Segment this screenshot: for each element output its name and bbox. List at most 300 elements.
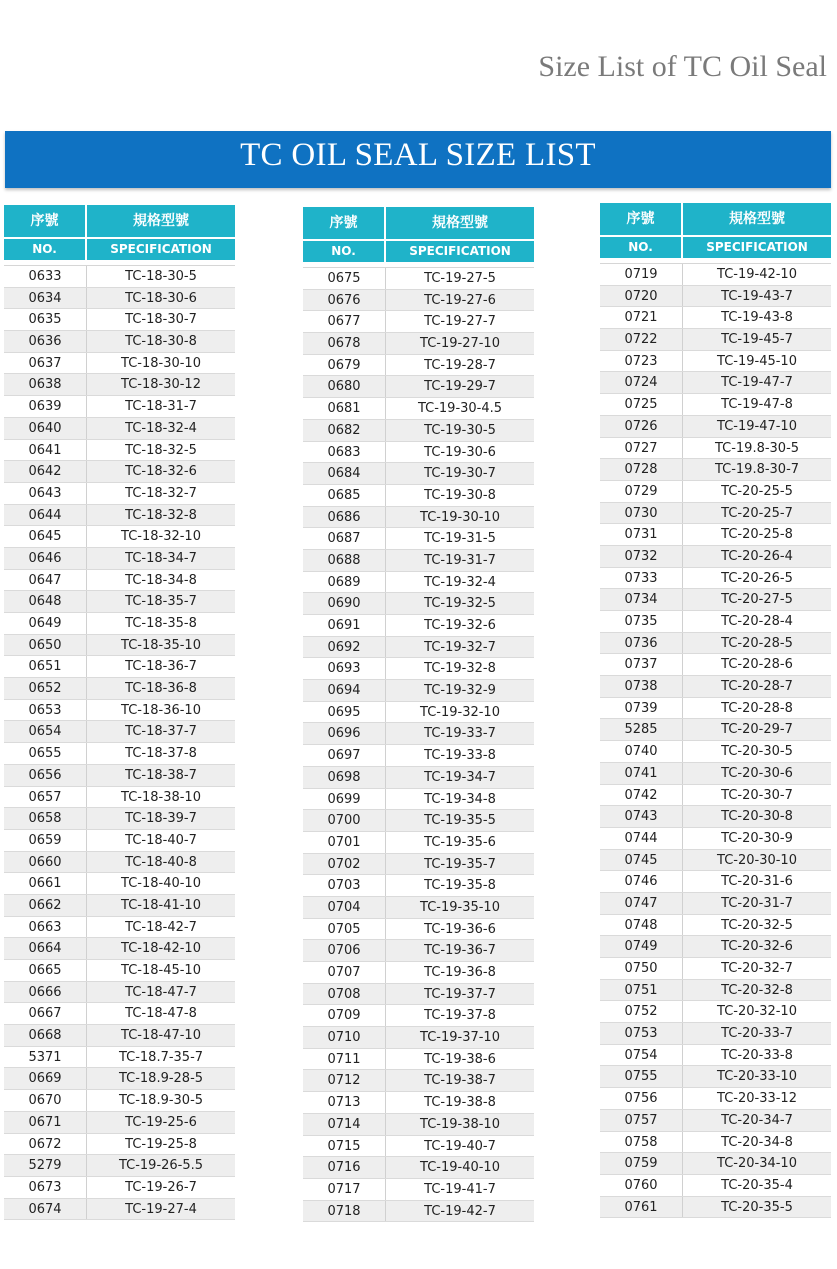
table-header-en	[600, 237, 831, 258]
seal-number: 0692	[303, 637, 386, 658]
seal-specification: TC-18-38-7	[125, 767, 197, 783]
table-row	[303, 442, 534, 464]
seal-specification: TC-19-29-7	[424, 379, 496, 395]
table-row	[4, 483, 235, 505]
seal-specification: TC-20-33-8	[721, 1047, 793, 1063]
seal-specification: TC-20-28-7	[721, 679, 793, 695]
table-row	[4, 982, 235, 1004]
seal-specification: TC-18-32-6	[125, 464, 197, 480]
seal-specification: TC-20-32-5	[721, 917, 793, 933]
seal-specification: TC-19-38-6	[424, 1051, 496, 1067]
table-row	[303, 572, 534, 594]
seal-number: 0736	[600, 633, 683, 654]
table-row	[600, 459, 831, 481]
seal-number: 0664	[4, 938, 87, 959]
seal-number: 0721	[600, 307, 683, 328]
seal-specification: TC-18-30-5	[125, 269, 197, 284]
seal-number: 0659	[4, 830, 87, 851]
table-header-en	[4, 239, 235, 260]
table-row	[600, 1045, 831, 1067]
seal-number: 0683	[303, 442, 386, 463]
seal-number: 0729	[600, 481, 683, 502]
table-row	[4, 1112, 235, 1134]
seal-number: 0669	[4, 1068, 87, 1089]
seal-number: 0712	[303, 1070, 386, 1091]
table-row	[303, 680, 534, 702]
seal-specification: TC-19-30-7	[424, 466, 496, 482]
seal-number: 0685	[303, 485, 386, 506]
table-row	[4, 1155, 235, 1177]
table-row	[4, 613, 235, 635]
seal-number: 0665	[4, 960, 87, 981]
seal-specification: TC-20-30-6	[721, 765, 793, 781]
seal-number: 0671	[4, 1112, 87, 1133]
spec-header-zh: 規格型號	[432, 215, 488, 231]
seal-number: 0751	[600, 980, 683, 1001]
table-row	[4, 440, 235, 462]
seal-specification: TC-20-28-5	[721, 635, 793, 651]
seal-number: 0723	[600, 351, 683, 372]
seal-number: 0680	[303, 376, 386, 397]
seal-number: 0647	[4, 570, 87, 591]
seal-specification: TC-20-31-7	[721, 895, 793, 911]
seal-number: 0747	[600, 893, 683, 914]
table-row	[600, 264, 831, 286]
seal-number: 0701	[303, 832, 386, 853]
no-header-en: NO.	[4, 239, 87, 260]
seal-specification: TC-19-45-7	[721, 332, 793, 348]
table-row	[4, 960, 235, 982]
seal-specification: TC-19-40-7	[424, 1138, 496, 1154]
seal-specification: TC-20-32-10	[717, 1004, 797, 1020]
size-table-1	[4, 205, 235, 1220]
seal-specification: TC-19-34-8	[424, 791, 496, 807]
seal-number: 0754	[600, 1045, 683, 1066]
seal-number: 0725	[600, 394, 683, 415]
seal-number: 0726	[600, 416, 683, 437]
table-row	[4, 309, 235, 331]
table-row	[303, 702, 534, 724]
seal-specification: TC-19-35-10	[420, 899, 500, 915]
seal-specification: TC-18-41-10	[121, 897, 201, 913]
seal-specification: TC-20-30-9	[721, 830, 793, 846]
seal-specification: TC-19-47-8	[721, 397, 793, 413]
banner-title: TC OIL SEAL SIZE LIST	[240, 137, 596, 173]
seal-specification: TC-19-32-10	[420, 704, 500, 720]
seal-specification: TC-19-30-6	[424, 444, 496, 460]
seal-specification: TC-19-33-8	[424, 748, 496, 764]
seal-specification: TC-19-41-7	[424, 1181, 496, 1197]
seal-specification: TC-19-32-6	[424, 618, 496, 633]
seal-specification: TC-19-45-10	[717, 353, 797, 369]
seal-number: 0740	[600, 741, 683, 762]
seal-specification: TC-20-26-5	[721, 570, 793, 586]
seal-number: 0649	[4, 613, 87, 634]
seal-specification: TC-19-38-8	[424, 1095, 496, 1111]
seal-specification: TC-19-32-8	[424, 661, 496, 677]
seal-number: 0641	[4, 440, 87, 461]
seal-number: 0694	[303, 680, 386, 701]
seal-number: 0720	[600, 286, 683, 307]
seal-number: 0700	[303, 810, 386, 831]
table-row	[303, 398, 534, 420]
seal-specification: TC-19-37-7	[424, 986, 496, 1002]
table-row	[4, 461, 235, 483]
table-row	[600, 958, 831, 980]
seal-number: 0752	[600, 1001, 683, 1022]
table-row	[600, 1110, 831, 1132]
size-table-2	[303, 207, 534, 1222]
seal-specification: TC-18-40-8	[125, 854, 197, 870]
table-row	[600, 1088, 831, 1110]
table-row	[600, 1066, 831, 1088]
seal-number: 0668	[4, 1025, 87, 1046]
seal-specification: TC-19-32-4	[424, 574, 496, 590]
seal-specification: TC-18.9-28-5	[118, 1071, 204, 1087]
table-row	[303, 810, 534, 832]
seal-specification: TC-18-30-10	[121, 355, 201, 371]
seal-specification: TC-20-25-8	[721, 527, 793, 543]
seal-number: 0708	[303, 984, 386, 1005]
table-row	[600, 481, 831, 503]
seal-specification: TC-20-33-12	[717, 1091, 797, 1107]
table-row	[303, 420, 534, 442]
seal-number: 0707	[303, 962, 386, 983]
table-row	[600, 416, 831, 438]
seal-number: 0690	[303, 593, 386, 614]
seal-number: 0672	[4, 1134, 87, 1155]
seal-specification: TC-19-38-10	[420, 1116, 500, 1132]
table-row	[600, 438, 831, 460]
table-row	[303, 355, 534, 377]
table-row	[600, 893, 831, 915]
seal-specification: TC-20-35-5	[721, 1199, 793, 1215]
seal-specification: TC-20-30-7	[721, 787, 793, 803]
seal-number: 0758	[600, 1132, 683, 1153]
table-row	[303, 723, 534, 745]
title-banner	[5, 131, 831, 188]
seal-number: 0703	[303, 875, 386, 896]
seal-specification: TC-18-31-7	[125, 399, 197, 415]
table-row	[4, 548, 235, 570]
table-row	[600, 719, 831, 741]
seal-specification: TC-20-27-5	[721, 592, 793, 608]
table-row	[303, 1179, 534, 1201]
seal-specification: TC-18-34-8	[125, 572, 197, 588]
spec-header-en: SPECIFICATION	[110, 242, 212, 256]
seal-specification: TC-19-34-7	[424, 769, 496, 785]
seal-number: 0684	[303, 463, 386, 484]
table-row	[303, 962, 534, 984]
seal-number: 0734	[600, 589, 683, 610]
seal-specification: TC-18-30-12	[121, 377, 201, 393]
table-row	[303, 485, 534, 507]
seal-number: 0636	[4, 331, 87, 352]
no-header-zh: 序號	[600, 203, 683, 235]
table-row	[303, 290, 534, 312]
seal-specification: TC-19-27-7	[424, 314, 496, 330]
table-row	[303, 376, 534, 398]
seal-number: 0662	[4, 895, 87, 916]
seal-specification: TC-20-32-8	[721, 982, 793, 998]
seal-number: 0677	[303, 311, 386, 332]
seal-number: 0749	[600, 936, 683, 957]
table-row	[303, 1157, 534, 1179]
seal-specification: TC-20-31-6	[721, 874, 793, 890]
seal-specification: TC-19-36-6	[424, 921, 496, 937]
table-row	[303, 789, 534, 811]
seal-number: 0667	[4, 1003, 87, 1024]
seal-number: 0714	[303, 1114, 386, 1135]
table-row	[600, 1001, 831, 1023]
table-row	[600, 1132, 831, 1154]
table-row	[303, 463, 534, 485]
seal-specification: TC-18-37-7	[125, 724, 197, 740]
seal-number: 0639	[4, 396, 87, 417]
seal-specification: TC-19-42-10	[717, 267, 797, 282]
table-row	[4, 1090, 235, 1112]
table-row	[4, 526, 235, 548]
seal-number: 0674	[4, 1199, 87, 1220]
table-row	[4, 591, 235, 613]
seal-number: 0666	[4, 982, 87, 1003]
table-row	[600, 329, 831, 351]
no-header-zh: 序號	[4, 205, 87, 237]
table-row	[303, 268, 534, 290]
seal-number: 0643	[4, 483, 87, 504]
seal-specification: TC-19-28-7	[424, 357, 496, 373]
seal-number: 5285	[600, 719, 683, 740]
seal-specification: TC-20-34-7	[721, 1112, 793, 1128]
table-body	[600, 263, 831, 1218]
table-row	[4, 266, 235, 288]
seal-number: 0638	[4, 374, 87, 395]
seal-number: 0686	[303, 507, 386, 528]
seal-number: 0654	[4, 721, 87, 742]
table-row	[600, 633, 831, 655]
table-row	[4, 418, 235, 440]
table-row	[4, 1025, 235, 1047]
seal-specification: TC-19-38-7	[424, 1073, 496, 1089]
table-row	[303, 919, 534, 941]
table-header-zh	[4, 205, 235, 237]
table-body	[303, 267, 534, 1222]
seal-number: 0670	[4, 1090, 87, 1111]
no-header-en: NO.	[600, 237, 683, 258]
seal-specification: TC-20-30-5	[721, 744, 793, 760]
table-row	[600, 372, 831, 394]
seal-specification: TC-18-35-10	[121, 637, 201, 653]
seal-specification: TC-18-30-6	[125, 290, 197, 306]
seal-number: 0679	[303, 355, 386, 376]
seal-specification: TC-19-27-10	[420, 336, 500, 352]
seal-number: 0731	[600, 524, 683, 545]
table-header-zh	[600, 203, 831, 235]
seal-specification: TC-20-33-10	[717, 1069, 797, 1085]
table-row	[4, 808, 235, 830]
seal-specification: TC-19-31-7	[424, 552, 496, 568]
seal-number: 0756	[600, 1088, 683, 1109]
no-header-zh: 序號	[303, 207, 386, 239]
seal-number: 0702	[303, 854, 386, 875]
table-row	[4, 830, 235, 852]
seal-specification: TC-19-43-7	[721, 288, 793, 304]
seal-number: 0687	[303, 528, 386, 549]
seal-number: 0681	[303, 398, 386, 419]
spec-header-zh: 規格型號	[133, 213, 189, 229]
seal-number: 0717	[303, 1179, 386, 1200]
seal-specification: TC-18-47-8	[125, 1006, 197, 1022]
table-row	[303, 311, 534, 333]
table-row	[4, 1199, 235, 1221]
seal-specification: TC-18-35-8	[125, 616, 197, 631]
seal-specification: TC-19-35-8	[424, 878, 496, 894]
seal-specification: TC-20-28-4	[721, 614, 793, 629]
seal-specification: TC-19-27-6	[424, 292, 496, 308]
table-row	[600, 698, 831, 720]
seal-specification: TC-19-27-5	[424, 271, 496, 286]
seal-number: 0648	[4, 591, 87, 612]
seal-number: 0759	[600, 1153, 683, 1174]
seal-specification: TC-19-27-4	[125, 1201, 197, 1217]
table-row	[4, 721, 235, 743]
seal-number: 0682	[303, 420, 386, 441]
seal-number: 0688	[303, 550, 386, 571]
table-row	[303, 1005, 534, 1027]
size-table-3	[600, 203, 831, 1218]
seal-specification: TC-18-32-7	[125, 485, 197, 501]
table-row	[4, 765, 235, 787]
seal-specification: TC-19.8-30-5	[714, 440, 800, 456]
seal-number: 0710	[303, 1027, 386, 1048]
seal-number: 0737	[600, 654, 683, 675]
seal-specification: TC-20-25-7	[721, 505, 793, 521]
table-row	[303, 1027, 534, 1049]
table-row	[303, 1136, 534, 1158]
seal-specification: TC-19-30-5	[424, 422, 496, 438]
seal-number: 0693	[303, 658, 386, 679]
seal-specification: TC-18-32-8	[125, 507, 197, 523]
seal-number: 0699	[303, 789, 386, 810]
seal-specification: TC-20-28-6	[721, 657, 793, 673]
seal-specification: TC-18-47-10	[121, 1028, 201, 1044]
seal-number: 0713	[303, 1092, 386, 1113]
seal-number: 0727	[600, 438, 683, 459]
seal-number: 5279	[4, 1155, 87, 1176]
table-row	[600, 351, 831, 373]
table-row	[600, 676, 831, 698]
seal-number: 0716	[303, 1157, 386, 1178]
table-row	[4, 374, 235, 396]
table-row	[4, 700, 235, 722]
table-row	[4, 353, 235, 375]
seal-specification: TC-19-37-8	[424, 1008, 496, 1024]
table-row	[4, 1047, 235, 1069]
seal-number: 0678	[303, 333, 386, 354]
seal-number: 0656	[4, 765, 87, 786]
seal-number: 0705	[303, 919, 386, 940]
table-row	[4, 678, 235, 700]
seal-specification: TC-18-30-7	[125, 312, 197, 328]
seal-specification: TC-19-47-7	[721, 375, 793, 391]
table-row	[600, 915, 831, 937]
table-row	[600, 524, 831, 546]
seal-number: 0760	[600, 1175, 683, 1196]
table-row	[600, 1175, 831, 1197]
table-row	[303, 333, 534, 355]
seal-specification: TC-19-32-5	[424, 596, 496, 612]
seal-specification: TC-19-31-5	[424, 531, 496, 547]
table-row	[303, 875, 534, 897]
seal-specification: TC-18-47-7	[125, 984, 197, 1000]
table-row	[4, 938, 235, 960]
seal-specification: TC-19-42-7	[424, 1203, 496, 1219]
seal-number: 0738	[600, 676, 683, 697]
seal-number: 0745	[600, 850, 683, 871]
seal-number: 0637	[4, 353, 87, 374]
table-row	[600, 741, 831, 763]
table-row	[4, 1177, 235, 1199]
seal-number: 5371	[4, 1047, 87, 1068]
seal-specification: TC-18-40-10	[121, 876, 201, 892]
table-row	[4, 396, 235, 418]
table-row	[4, 852, 235, 874]
table-row	[600, 850, 831, 872]
table-row	[600, 307, 831, 329]
seal-number: 0652	[4, 678, 87, 699]
seal-number: 0732	[600, 546, 683, 567]
table-row	[600, 1197, 831, 1219]
seal-number: 0658	[4, 808, 87, 829]
table-row	[600, 828, 831, 850]
seal-number: 0673	[4, 1177, 87, 1198]
seal-number: 0741	[600, 763, 683, 784]
table-row	[303, 593, 534, 615]
table-row	[303, 1049, 534, 1071]
table-row	[4, 895, 235, 917]
seal-specification: TC-19-36-8	[424, 965, 496, 980]
seal-specification: TC-19-36-7	[424, 943, 496, 959]
table-row	[303, 1092, 534, 1114]
seal-specification: TC-19-26-5.5	[118, 1158, 204, 1174]
table-row	[4, 743, 235, 765]
seal-specification: TC-18-32-4	[125, 420, 197, 436]
seal-specification: TC-18-34-7	[125, 550, 197, 566]
seal-number: 0704	[303, 897, 386, 918]
table-row	[600, 589, 831, 611]
seal-number: 0709	[303, 1005, 386, 1026]
seal-specification: TC-19-26-7	[125, 1179, 197, 1195]
table-header-zh	[303, 207, 534, 239]
seal-number: 0755	[600, 1066, 683, 1087]
seal-number: 0696	[303, 723, 386, 744]
table-row	[600, 871, 831, 893]
seal-number: 0635	[4, 309, 87, 330]
seal-number: 0735	[600, 611, 683, 632]
table-row	[303, 1114, 534, 1136]
seal-number: 0711	[303, 1049, 386, 1070]
seal-specification: TC-19-40-10	[420, 1160, 500, 1176]
seal-number: 0706	[303, 940, 386, 961]
seal-number: 0657	[4, 787, 87, 808]
seal-specification: TC-20-25-5	[721, 483, 793, 499]
seal-specification: TC-18.7-35-7	[118, 1049, 204, 1065]
seal-specification: TC-19-35-5	[424, 813, 496, 829]
spec-header-en: SPECIFICATION	[409, 244, 511, 258]
seal-specification: TC-20-35-4	[721, 1177, 793, 1193]
seal-specification: TC-19-47-10	[717, 418, 797, 434]
seal-specification: TC-19-32-7	[424, 639, 496, 655]
